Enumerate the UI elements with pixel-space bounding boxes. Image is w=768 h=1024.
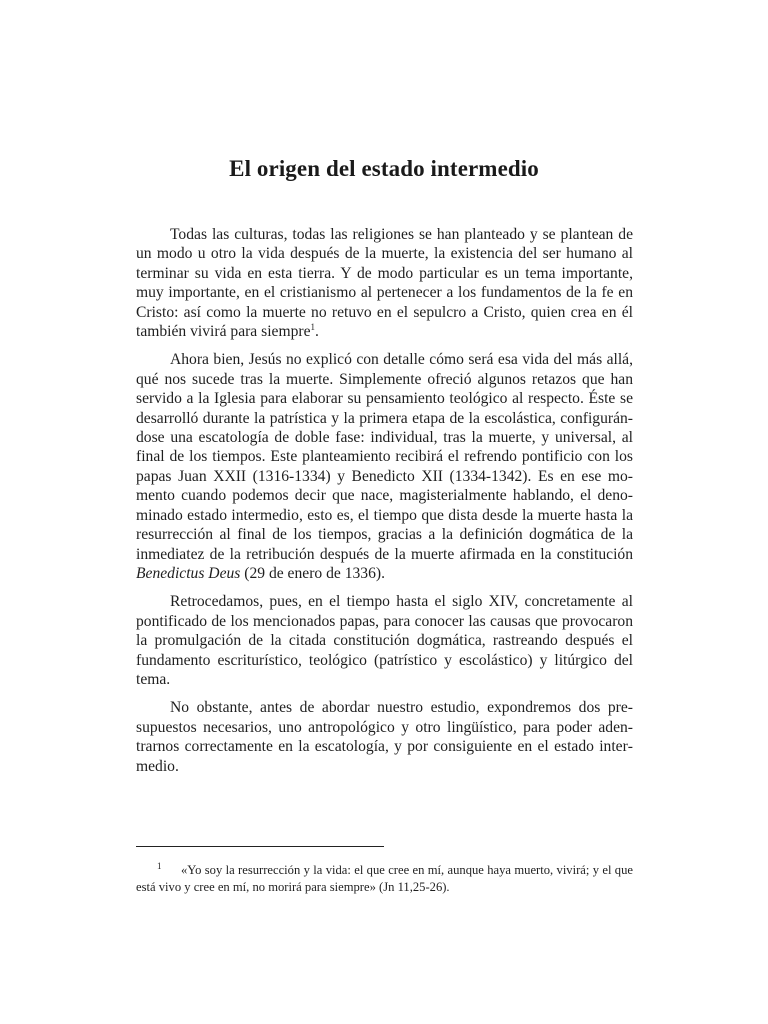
paragraph-text: No obstante, antes de abordar nuestro estudio, expondremos dos presupuestos necesarios, uno antropológico y otro lingüístico, para poder adentrarnos correctamente en la escatología, y por consiguiente en el estado intermedio. bbox=[136, 699, 633, 775]
footnote: 1 «Yo soy la resurrección y la vida: el que cree en mí, aunque haya muerto, vivirá; y el que está vivo y cree en mí, no morirá para siempre» (Jn 11,25-26). bbox=[136, 861, 633, 894]
paragraph-text: Todas las culturas, todas las religiones se han planteado y se plantean de un modo u otro la vida después de la muerte, la existencia del ser humano al terminar su vida en esta tierra. Y de modo particular es un tema importante, muy importante, en el cristianismo al pertenecer a los fundamentos de la fe en Cristo: así como la muerte no retuvo en el sepulcro a Cristo, quien crea en él también vivirá para siempre bbox=[136, 226, 633, 341]
paragraph-tail: . bbox=[315, 323, 319, 341]
chapter-title: El origen del estado intermedio bbox=[229, 156, 539, 181]
paragraph bbox=[136, 350, 633, 583]
paragraph-tail: (29 de enero de 1336). bbox=[240, 564, 385, 582]
footnote-ref[interactable]: 1 bbox=[310, 322, 315, 333]
paragraph bbox=[136, 225, 633, 341]
paragraph-text: Retrocedamos, pues, en el tiempo hasta el siglo XIV, concretamente al pontificado de los mencionados papas, para conocer las causas que provocaron la promulgación de la citada constitución dogmática, rastreando después el fundamento escriturístico, teológico (patrístico y escolástico) y litúrgico del tema. bbox=[136, 593, 633, 688]
footnote-divider bbox=[136, 846, 384, 847]
paragraph bbox=[136, 698, 633, 776]
paragraph-text: Ahora bien, Jesús no explicó con detalle cómo será esa vida del más allá, qué nos sucede tras la muerte. Simplemente ofreció algunos retazos que han servido a la Iglesia para elaborar su pensamiento teológico al respecto. Éste se desarrolló durante la patrística y la primera etapa de la escolástica, configurándose una escatología de doble fase: individual, tras la muerte, y universal, al final de los tiempos. Este planteamiento recibirá el refrendo pontificio con los papas Juan XXII (1316-1334) y Benedicto XII (1334-1342). Es en ese momento cuando podemos decir que nace, magisterialmente hablando, el denominado estado intermedio, esto es, el tiempo que dista desde la muerte hasta la resurrección al final de los tiempos, gracias a la definición dogmática de la inmediatez de la retribución después de la muerte afirmada en la constitución bbox=[136, 351, 633, 563]
paragraph bbox=[136, 592, 633, 689]
footnote-text: «Yo soy la resurrección y la vida: el que cree en mí, aunque haya muerto, vivirá; y el que está vivo y cree en mí, no morirá para siempre» (Jn 11,25-26). bbox=[136, 863, 633, 894]
italic-title: Benedictus Deus bbox=[136, 564, 241, 582]
body-text bbox=[136, 225, 633, 776]
